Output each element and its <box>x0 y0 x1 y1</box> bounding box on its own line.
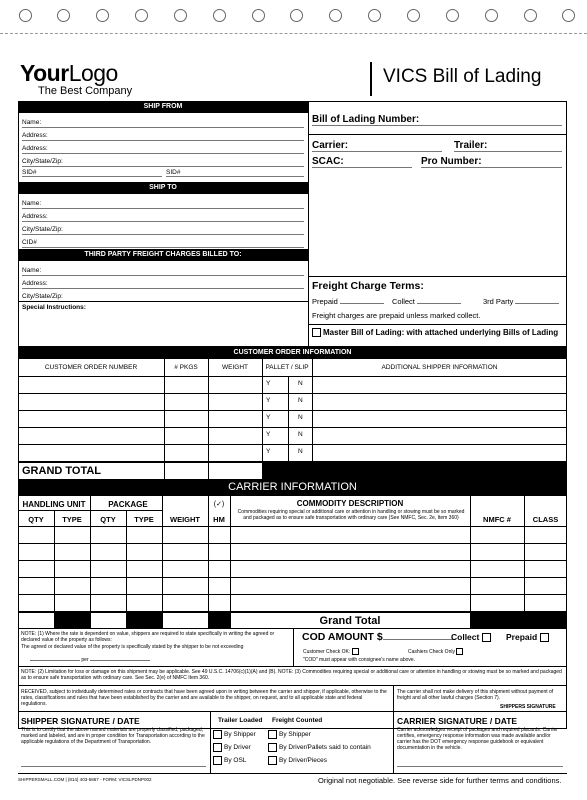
ship-from-name[interactable]: Name: <box>22 115 304 128</box>
third-party-city[interactable]: City/State/Zip: <box>22 289 304 302</box>
pro-number-label: Pro Number: <box>421 156 482 167</box>
freight-counted-option[interactable]: By Driver/Pieces <box>268 754 371 767</box>
trailer-loaded-option[interactable]: By OSL <box>213 754 256 767</box>
trailer-label: Trailer: <box>454 140 488 151</box>
col-class: CLASS <box>532 515 559 524</box>
ship-to-city[interactable]: City/State/Zip: <box>22 222 304 235</box>
carrier-total-row <box>18 612 567 629</box>
ship-to-section <box>22 196 304 248</box>
pallet-y[interactable]: Y <box>266 448 271 455</box>
binder-hole <box>252 9 265 22</box>
third-party-header: THIRD PARTY FREIGHT CHARGES BILLED TO: <box>18 249 308 261</box>
carrier-grand-total-label: Grand Total <box>319 615 381 627</box>
cashiers-check-box[interactable] <box>456 648 463 655</box>
binder-hole <box>368 9 381 22</box>
note-2: NOTE: (2) Limitation for loss or damage on this shipment may be applicable. See 49 U.S.C. 14706(c)(1)(A) and (B). NOTE: (3) Commodities requiring special or additional care or attention in handling or stowing must be so marked and packaged as to ensure safe transportation with ordinary care. See Sec. 2(e) of NMFC Item 360. <box>21 669 562 681</box>
third-party-address[interactable]: Address: <box>22 276 304 289</box>
carrier-signature-line[interactable] <box>397 766 563 767</box>
third-party-option[interactable]: 3rd Party <box>482 297 514 306</box>
ship-from-sid2[interactable]: SID# <box>166 169 304 177</box>
cod-collect[interactable] <box>451 632 493 642</box>
customer-order-table <box>18 359 567 462</box>
third-party-name[interactable]: Name: <box>22 263 304 276</box>
freight-counted-option[interactable]: By Driver/Pallets said to contain <box>268 741 371 754</box>
scac-field[interactable] <box>312 156 412 168</box>
binder-hole <box>485 9 498 22</box>
shipper-signature-text: This is to certify that the above named materials are properly classified, packaged, marked and labeled, and are in proper condition for Transportation according to the applicable regulations of the Department of Transportation. <box>21 727 205 745</box>
binder-hole <box>135 9 148 22</box>
third-party-section <box>22 263 304 302</box>
column-divider <box>308 101 309 346</box>
cod-collect-checkbox[interactable] <box>482 633 491 642</box>
master-bol-label: Master Bill of Lading: with attached underlying Bills of Lading <box>323 328 559 337</box>
logo-logo: Logo <box>68 60 118 86</box>
cod-amount[interactable] <box>302 631 453 643</box>
divider <box>308 134 567 135</box>
total-blackout <box>54 613 90 629</box>
ship-from-sid[interactable]: SID# <box>22 169 162 177</box>
note-1: NOTE: (1) Where the rate is dependent on value, shippers are required to state specifically in writing the agreed or declared value of the property as follows: <box>21 631 275 643</box>
ship-from-section <box>22 115 304 179</box>
pro-number-field[interactable] <box>421 156 562 168</box>
binder-hole <box>290 9 303 22</box>
col-hu-qty: QTY <box>28 515 44 524</box>
carrier-label: Carrier: <box>312 140 349 151</box>
divider <box>18 301 308 302</box>
binder-hole <box>213 9 226 22</box>
customer-check[interactable] <box>303 648 361 655</box>
ship-from-city[interactable]: City/State/Zip: <box>22 154 304 167</box>
divider <box>308 276 567 277</box>
cod-collect-label: Collect <box>451 632 480 642</box>
trailer-loaded-option[interactable]: By Shipper <box>213 728 256 741</box>
freight-counted-title: Freight Counted <box>272 717 323 724</box>
col-pkg-qty: QTY <box>100 515 116 524</box>
customer-order-header: CUSTOMER ORDER INFORMATION <box>18 346 567 359</box>
col-pkgs: # PKGS <box>174 364 198 371</box>
cod-prepaid-label: Prepaid <box>506 632 538 642</box>
ship-to-address[interactable]: Address: <box>22 209 304 222</box>
ship-to-cid[interactable]: CID# <box>22 235 304 248</box>
binder-hole <box>57 9 70 22</box>
binder-hole <box>446 9 459 22</box>
note-1b: The agreed or declared value of the property is specifically stated by the shipper to be not exceeding <box>21 644 244 650</box>
footer-form-id: SHIPPERSMALL.COM | (814) 403-5867 - FORM: VICSLPDNP002 <box>18 777 152 782</box>
ship-to-header: SHIP TO <box>18 182 308 194</box>
col-weight: WEIGHT <box>170 515 200 524</box>
trailer-loaded-title: Trailer Loaded <box>218 717 263 724</box>
pallet-y[interactable]: Y <box>266 431 271 438</box>
pallet-y[interactable]: Y <box>266 397 271 404</box>
pallet-y[interactable]: Y <box>266 414 271 421</box>
logo-tagline: The Best Company <box>38 85 133 97</box>
col-weight: WEIGHT <box>222 364 248 371</box>
cod-note: "COD" must appear with consignee's name above. <box>303 657 416 663</box>
commodity-header: COMMODITY DESCRIPTION <box>296 499 404 508</box>
carrier-signature-title: CARRIER SIGNATURE / DATE <box>397 716 518 726</box>
logo-your: Your <box>20 60 69 86</box>
carrier-info-table <box>18 496 567 628</box>
freight-terms-note: Freight charges are prepaid unless marked collect. <box>312 311 481 320</box>
slip-n[interactable]: N <box>298 414 303 421</box>
col-pkg-type: TYPE <box>134 515 154 524</box>
freight-terms-title: Freight Charge Terms: <box>312 280 424 292</box>
ship-from-header: SHIP FROM <box>18 101 308 113</box>
company-logo <box>20 62 118 84</box>
cod-prepaid[interactable] <box>506 632 551 642</box>
slip-n[interactable]: N <box>298 380 303 387</box>
received-note: RECEIVED, subject to individually determined rates or contracts that have been agreed upon in writing between the carrier and shipper, if applicable, otherwise to the rates, classifications and rules that have been established by the carrier and are available to the shipper, on request, and to all applicable state and federal regulations. <box>21 689 387 707</box>
cod-prepaid-checkbox[interactable] <box>540 633 549 642</box>
customer-order-total-row <box>18 462 567 480</box>
col-hm: HM <box>213 515 225 524</box>
pallet-y[interactable]: Y <box>266 380 271 387</box>
perforation-line <box>0 33 587 34</box>
binder-hole <box>562 9 575 22</box>
col-hu-type: TYPE <box>62 515 82 524</box>
ship-to-name[interactable]: Name: <box>22 196 304 209</box>
grand-total-blackout <box>262 463 567 480</box>
freight-counted-option[interactable]: By Shipper <box>268 728 371 741</box>
total-blackout <box>470 613 567 629</box>
declared-value-line[interactable] <box>30 657 290 663</box>
cashiers-check[interactable] <box>408 648 465 655</box>
freight-terms-options <box>312 297 559 306</box>
total-blackout <box>126 613 162 629</box>
col-pallet-slip: PALLET / SLIP <box>265 364 309 371</box>
customer-check-box[interactable] <box>352 648 359 655</box>
trailer-loaded-options <box>213 728 256 767</box>
binder-hole <box>174 9 187 22</box>
bol-number-label: Bill of Lading Number: <box>312 114 420 125</box>
master-bol-row <box>312 328 558 337</box>
scac-label: SCAC: <box>312 156 344 167</box>
shipper-signature-title: SHIPPER SIGNATURE / DATE <box>21 716 140 726</box>
hm-check: (✓) <box>213 501 225 508</box>
col-nmfc: NMFC # <box>483 515 511 524</box>
ship-from-address[interactable]: Address: <box>22 128 304 141</box>
col-additional-info: ADDITIONAL SHIPPER INFORMATION <box>381 364 498 371</box>
slip-n[interactable]: N <box>298 397 303 404</box>
master-bol-checkbox[interactable] <box>312 328 321 337</box>
title-divider <box>370 62 372 96</box>
handling-unit-header: HANDLING UNIT <box>22 500 86 509</box>
carrier-info-header: CARRIER INFORMATION <box>18 479 567 496</box>
binder-hole <box>329 9 342 22</box>
package-header: PACKAGE <box>108 500 148 509</box>
barcode-area <box>312 172 562 272</box>
binder-hole <box>524 9 537 22</box>
carrier-delivery-note: The carrier shall not make delivery of this shipment without payment of freight and all other lawful charges (Section 7). <box>397 689 554 701</box>
commodity-note: Commodities requiring special or additional care or attention in handling or stowing must be so marked and packaged as to ensure safe transportation with ordinary care (See NMFC, Sec. 2e, Item 360) <box>237 509 465 521</box>
carrier-field[interactable] <box>312 140 442 152</box>
special-instructions-label: Special Instructions: <box>22 304 86 311</box>
cod-amount-label: COD AMOUNT $ <box>302 631 383 643</box>
collect-option[interactable]: Collect <box>391 297 415 306</box>
bol-number-field[interactable] <box>312 114 562 126</box>
grand-total-label: GRAND TOTAL <box>22 465 102 477</box>
page-title: VICS Bill of Lading <box>383 66 542 87</box>
divider <box>308 324 567 325</box>
customer-check-label: Customer Check OK: <box>303 648 351 655</box>
trailer-field[interactable] <box>454 140 562 152</box>
ship-from-address2[interactable]: Address: <box>22 141 304 154</box>
total-blackout <box>208 613 230 629</box>
binder-hole <box>96 9 109 22</box>
shipper-signature-line[interactable] <box>21 766 206 767</box>
footer-disclaimer: Original not negotiable. See reverse side for further terms and conditions. <box>318 776 562 785</box>
binder-hole <box>407 9 420 22</box>
per-label: per <box>81 657 89 663</box>
slip-n[interactable]: N <box>298 431 303 438</box>
freight-counted-options <box>268 728 371 767</box>
carrier-signature-text: Carrier acknowledges receipt of packages and required placards. Carrier certifies, emergency response information was made available and/or carrier has the DOT emergency response guidebook or equivalent documentation in the vehicle. <box>397 727 558 751</box>
slip-n[interactable]: N <box>298 448 303 455</box>
prepaid-option[interactable]: Prepaid <box>312 297 338 306</box>
shippers-signature-label: SHIPPERS SIGNATURE <box>500 704 556 710</box>
col-order-number: CUSTOMER ORDER NUMBER <box>44 364 138 371</box>
trailer-loaded-option[interactable]: By Driver <box>213 741 256 754</box>
binder-hole <box>19 9 32 22</box>
cashiers-check-label: Cashiers Check Only <box>408 648 455 655</box>
